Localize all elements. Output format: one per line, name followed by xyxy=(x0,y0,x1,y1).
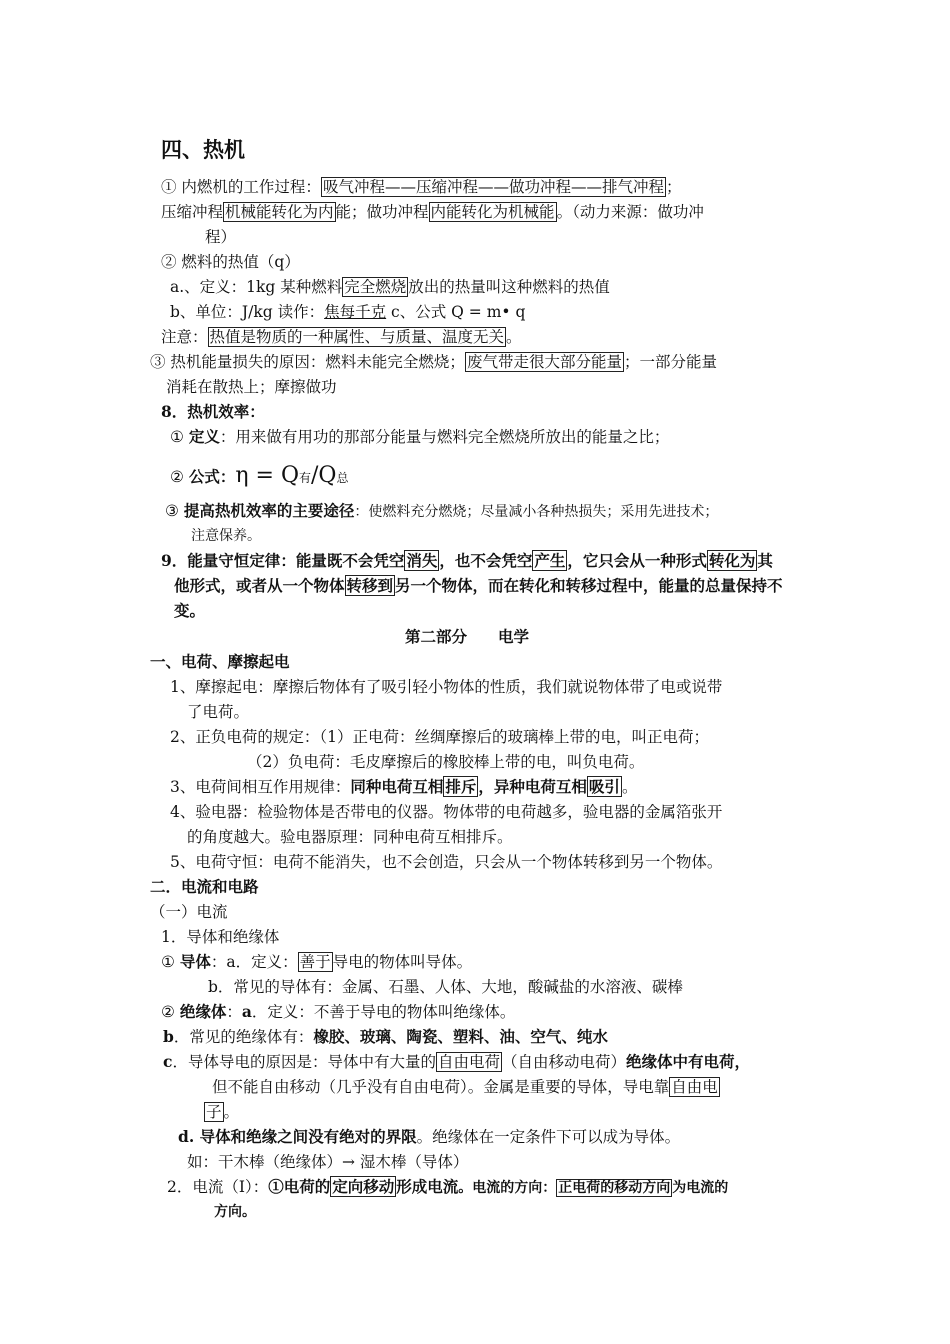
section-title-heat-engine: 四、热机 xyxy=(161,138,245,162)
text: ：用来做有用功的那部分能量与燃料完全燃烧所放出的能量之比； xyxy=(219,428,670,446)
underlined-term: 焦每千克 xyxy=(324,303,387,321)
text: 但不能自由移动（几乎没有自由电荷）。金属是重要的导体，导电靠 xyxy=(212,1078,670,1096)
bold-term: 绝缘体 xyxy=(179,1002,227,1021)
bold-term: 为电流的 xyxy=(672,1180,729,1196)
boxed-term: 吸引 xyxy=(588,777,620,796)
boxed-term: 自由电 xyxy=(671,1078,718,1096)
bold-term: 定义 xyxy=(188,427,220,446)
boxed-term: 热值是物质的一种属性、与质量、温度无关 xyxy=(209,328,505,346)
text: a.、定义：1kg 某种燃料 xyxy=(170,278,343,296)
text-line xyxy=(161,550,773,572)
text: ① xyxy=(161,953,180,971)
text-line xyxy=(165,500,718,523)
boxed-term: 转移到 xyxy=(346,576,394,595)
text-line: （2）负电荷：毛皮摩擦后的橡胶棒上带的电，叫负电荷。 xyxy=(247,753,645,771)
boxed-term: 消失 xyxy=(406,551,438,570)
text-line xyxy=(170,426,669,448)
boxed-term: 转化为 xyxy=(708,551,756,570)
bold-term: 同种电荷互相 xyxy=(350,777,444,796)
text-line: 2、正负电荷的规定：（1）正电荷：丝绸摩擦后的玻璃棒上带的电，叫正电荷； xyxy=(170,728,709,746)
bold-term: 绝缘体中有电荷， xyxy=(626,1052,751,1071)
text-line xyxy=(178,1126,680,1148)
text: 注意： xyxy=(161,328,208,346)
bold-term: 橡胶、玻璃、陶瓷、塑料、油、空气、纯水 xyxy=(313,1027,608,1046)
boxed-term: 自由电荷 xyxy=(437,1053,500,1071)
text-line xyxy=(161,1001,515,1023)
bold-term: d. 导体和绝缘之间没有绝对的界限 xyxy=(178,1127,417,1146)
text: 压缩冲程 xyxy=(161,203,224,221)
text: 。（动力来源：做功冲 xyxy=(556,203,704,221)
boxed-term: 废气带走很大部分能量 xyxy=(466,353,622,371)
text: ．常见的绝缘体有： xyxy=(173,1028,314,1046)
text-line: 1．导体和绝缘体 xyxy=(161,928,280,946)
text-line xyxy=(174,575,783,597)
text: ．定义：不善于导电的物体叫绝缘体。 xyxy=(251,1003,516,1021)
text: ② xyxy=(161,1003,180,1021)
part-heading: 第二部分 电学 xyxy=(405,627,530,646)
bold-term: 公式 xyxy=(188,467,220,486)
boxed-term: 机械能转化为内 xyxy=(225,203,334,221)
text: ③ xyxy=(165,502,184,520)
text: 2．电流（I）： xyxy=(167,1178,269,1196)
text-line xyxy=(163,1026,608,1048)
text-line xyxy=(161,326,522,348)
formula-eta: η = Q xyxy=(235,463,299,488)
text-line: 注意保养。 xyxy=(191,528,261,544)
text: （自由移动电荷） xyxy=(501,1053,626,1071)
text-line xyxy=(150,351,717,373)
bold-term: a xyxy=(241,1002,252,1021)
text-line: 4、验电器：检验物体是否带电的仪器。物体带的电荷越多，验电器的金属箔张开 xyxy=(170,803,723,821)
text-line xyxy=(161,176,681,198)
text: ．导体导电的原因是：导体中有大量的 xyxy=(172,1053,436,1071)
text-line: b．常见的导体有：金属、石墨、人体、大地，酸碱盐的水溶液、碳棒 xyxy=(208,978,683,996)
text-line: 5、电荷守恒：电荷不能消失，也不会创造，只会从一个物体转移到另一个物体。 xyxy=(170,853,723,871)
text: 能；做功冲程 xyxy=(335,203,429,221)
text-line xyxy=(161,951,472,973)
text-line: 如：干木棒（绝缘体）→ 湿木棒（导体） xyxy=(187,1153,469,1171)
text-line: 的角度越大。验电器原理：同种电荷互相排斥。 xyxy=(187,828,513,846)
text: 放出的热量叫这种燃料的热值 xyxy=(408,278,610,296)
text-line xyxy=(163,1051,750,1073)
formula-line xyxy=(170,461,348,493)
text: ，它只会从一种形式 xyxy=(567,551,707,570)
text: ① xyxy=(170,428,189,446)
text: 能量守恒定律 xyxy=(187,551,281,570)
text: 另一个物体，而在转化和转移过程中，能量的总量保持不 xyxy=(395,576,783,595)
boxed-term: 完全燃烧 xyxy=(344,278,407,296)
text-line: 消耗在散热上；摩擦做功 xyxy=(166,378,337,396)
bold-term: b xyxy=(163,1027,174,1046)
text: ③ 热机能量损失的原因：燃料未能完全燃烧； xyxy=(150,353,465,371)
text: b、单位：J/kg 读作： xyxy=(170,303,325,321)
section-title: 二．电流和电路 xyxy=(150,877,259,896)
text-line: 了电荷。 xyxy=(187,703,250,721)
text: ： xyxy=(226,1003,242,1021)
bold-term: ①电荷的 xyxy=(268,1177,331,1196)
text: ：使燃料充分燃烧；尽量减小各种热损失；采用先进技术； xyxy=(354,504,719,520)
text: ：能量既不会凭空 xyxy=(280,551,405,570)
boxed-term: 子 xyxy=(206,1103,222,1121)
boxed-term: 定向移动 xyxy=(332,1177,395,1196)
text: ；一部分能量 xyxy=(623,353,717,371)
boxed-term: 正电荷的移动方向 xyxy=(558,1180,671,1196)
text-line xyxy=(167,1176,728,1199)
text: ； xyxy=(665,178,682,196)
text: c、公式 Q = m• q xyxy=(386,303,526,321)
text: 。绝缘体在一定条件下可以成为导体。 xyxy=(416,1128,681,1146)
boxed-term: 吸气冲程——压缩冲程——做功冲程——排气冲程 xyxy=(322,178,664,196)
text: ：a．定义： xyxy=(210,953,298,971)
text-line xyxy=(170,301,525,323)
formula-subscript: 总 xyxy=(336,471,349,485)
boxed-term: 内能转化为机械能 xyxy=(430,203,555,221)
text-line xyxy=(170,276,610,298)
bold-term: 形成电流 xyxy=(396,1177,459,1196)
text: 其 xyxy=(757,551,773,570)
boxed-term: 排斥 xyxy=(445,777,477,796)
text-line xyxy=(212,1076,720,1098)
text: 9． xyxy=(161,551,188,570)
bold-term: c xyxy=(163,1052,173,1071)
text: ② xyxy=(170,468,189,486)
text-line xyxy=(170,776,637,798)
formula-part: /Q xyxy=(311,463,337,488)
text: ，也不会凭空 xyxy=(439,551,533,570)
bold-term: 提高热机效率的主要途径 xyxy=(183,501,355,520)
text-line: 1、摩擦起电：摩擦后物体有了吸引轻小物体的性质，我们就说物体带了电或说带 xyxy=(170,678,723,696)
text: 。 xyxy=(506,328,522,346)
text: 导电的物体叫导体。 xyxy=(332,953,473,971)
text-line: 方向。 xyxy=(214,1204,256,1220)
text-line: 8．热机效率： xyxy=(161,402,265,421)
subsection-title: （一）电流 xyxy=(150,903,228,921)
text: ① 内燃机的工作过程： xyxy=(161,178,321,196)
section-title: 一、电荷、摩擦起电 xyxy=(150,652,290,671)
boxed-term: 善于 xyxy=(299,953,331,971)
text-line: 变。 xyxy=(174,601,206,620)
text-line: 程） xyxy=(205,228,237,246)
bold-term: ，异种电荷互相 xyxy=(478,777,587,796)
text: 。 xyxy=(223,1103,240,1121)
bold-term: 。电流的方向： xyxy=(458,1180,557,1196)
formula-subscript: 有 xyxy=(299,471,312,485)
text: 3、电荷间相互作用规律： xyxy=(170,778,351,796)
text: ： xyxy=(219,467,236,486)
text-line xyxy=(161,201,704,223)
boxed-term: 产生 xyxy=(534,551,566,570)
text: 他形式，或者从一个物体 xyxy=(174,576,345,595)
bold-term: 导体 xyxy=(179,952,211,971)
text-line: ② 燃料的热值（q） xyxy=(161,253,300,271)
text-line xyxy=(204,1101,239,1123)
text: 。 xyxy=(621,778,638,796)
